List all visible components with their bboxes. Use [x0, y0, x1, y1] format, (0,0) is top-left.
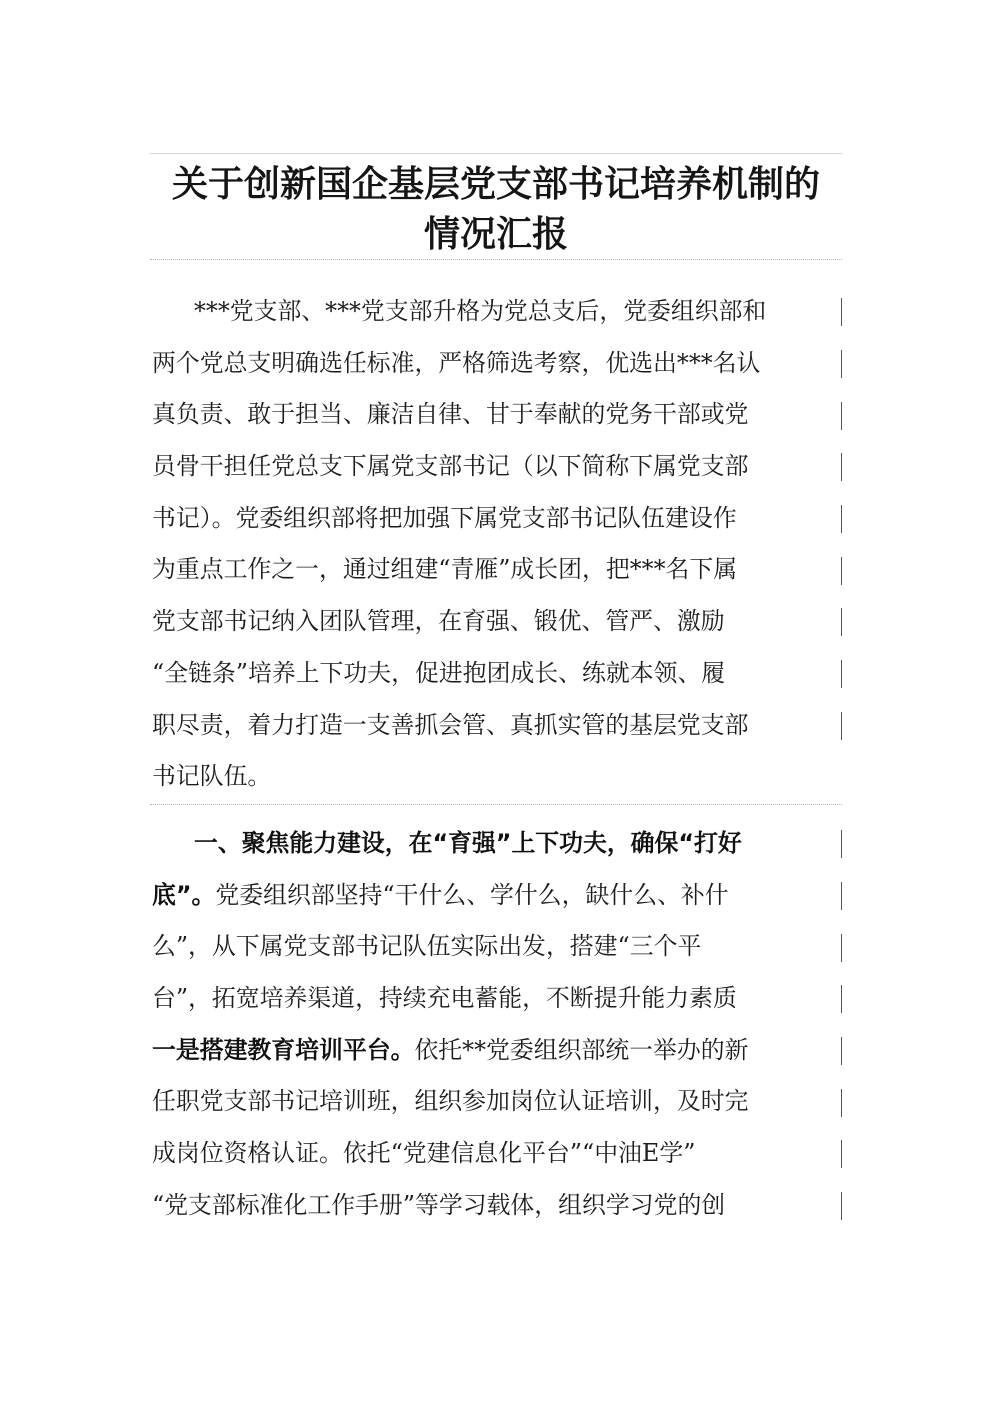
section-body-text: 党委组织部坚持“干什么、学什么，缺什么、补什 [215, 880, 729, 909]
section-body-line: 么”，从下属党支部书记队伍实际出发，搭建“三个平 [152, 932, 702, 961]
section-body-line [152, 870, 842, 922]
margin-marker [841, 934, 842, 962]
margin-marker [841, 298, 842, 326]
intro-line: 为重点工作之一，通过组建“青雁”成长团，把***名下属 [152, 555, 738, 584]
paragraph-divider [150, 804, 842, 805]
margin-marker [841, 712, 842, 740]
margin-marker [841, 1037, 842, 1065]
section-body-line: 台”，拓宽培养渠道，持续充电蓄能，不断提升能力素质 [152, 984, 737, 1013]
margin-marker [841, 830, 842, 858]
margin-marker [841, 608, 842, 636]
margin-marker [841, 882, 842, 910]
margin-marker [841, 1089, 842, 1117]
sub-heading: 一是搭建教育培训平台。 [152, 1035, 415, 1064]
intro-line: 书记队伍。 [152, 762, 272, 791]
margin-marker [841, 1140, 842, 1168]
intro-line: 党支部书记纳入团队管理，在育强、锻优、管严、激励 [152, 607, 725, 636]
margin-marker [841, 402, 842, 430]
margin-marker [841, 453, 842, 481]
margin-marker [841, 505, 842, 533]
intro-paragraph [152, 286, 842, 803]
section-heading-line [152, 818, 842, 870]
section-body-line: 成岗位资格认证。依托“党建信息化平台”“中油E学” [152, 1139, 696, 1168]
section-body-text: 依托**党委组织部统一举办的新 [414, 1035, 749, 1064]
intro-line: 两个党总支明确选任标准，严格筛选考察，优选出***名认 [152, 348, 761, 377]
section-body-line: “党支部标准化工作手册”等学习载体，组织学习党的创 [152, 1190, 726, 1219]
intro-line: ***党支部、***党支部升格为党总支后，党委组织部和 [194, 297, 767, 325]
margin-marker [841, 350, 842, 378]
intro-line: 职尽责，着力打造一支善抓会管、真抓实管的基层党支部 [152, 710, 749, 739]
document-title [150, 160, 842, 260]
title-line-1: 关于创新国企基层党支部书记培养机制的 [171, 164, 820, 205]
margin-marker [841, 1192, 842, 1220]
margin-marker [841, 985, 842, 1013]
intro-line: “全链条”培养上下功夫，促进抱团成长、练就本领、履 [152, 658, 726, 687]
section-body-line: 任职党支部书记培训班，组织参加岗位认证培训，及时完 [152, 1087, 749, 1116]
section-body-line [152, 1025, 842, 1077]
title-line-2: 情况汇报 [423, 214, 568, 255]
margin-marker [841, 660, 842, 688]
intro-line: 员骨干担任党总支下属党支部书记（以下简称下属党支部 [152, 452, 749, 481]
title-divider [150, 259, 842, 260]
margin-marker [841, 557, 842, 585]
section-heading-end: 底”。 [152, 880, 216, 909]
top-rule [150, 153, 842, 154]
section-1 [152, 818, 842, 1232]
intro-line: 真负责、敢于担当、廉洁自律、甘于奉献的党务干部或党 [152, 400, 749, 429]
section-heading: 一、聚焦能力建设，在“育强”上下功夫，确保“打好 [194, 829, 742, 857]
intro-line: 书记）。党委组织部将把加强下属党支部书记队伍建设作 [152, 503, 737, 532]
